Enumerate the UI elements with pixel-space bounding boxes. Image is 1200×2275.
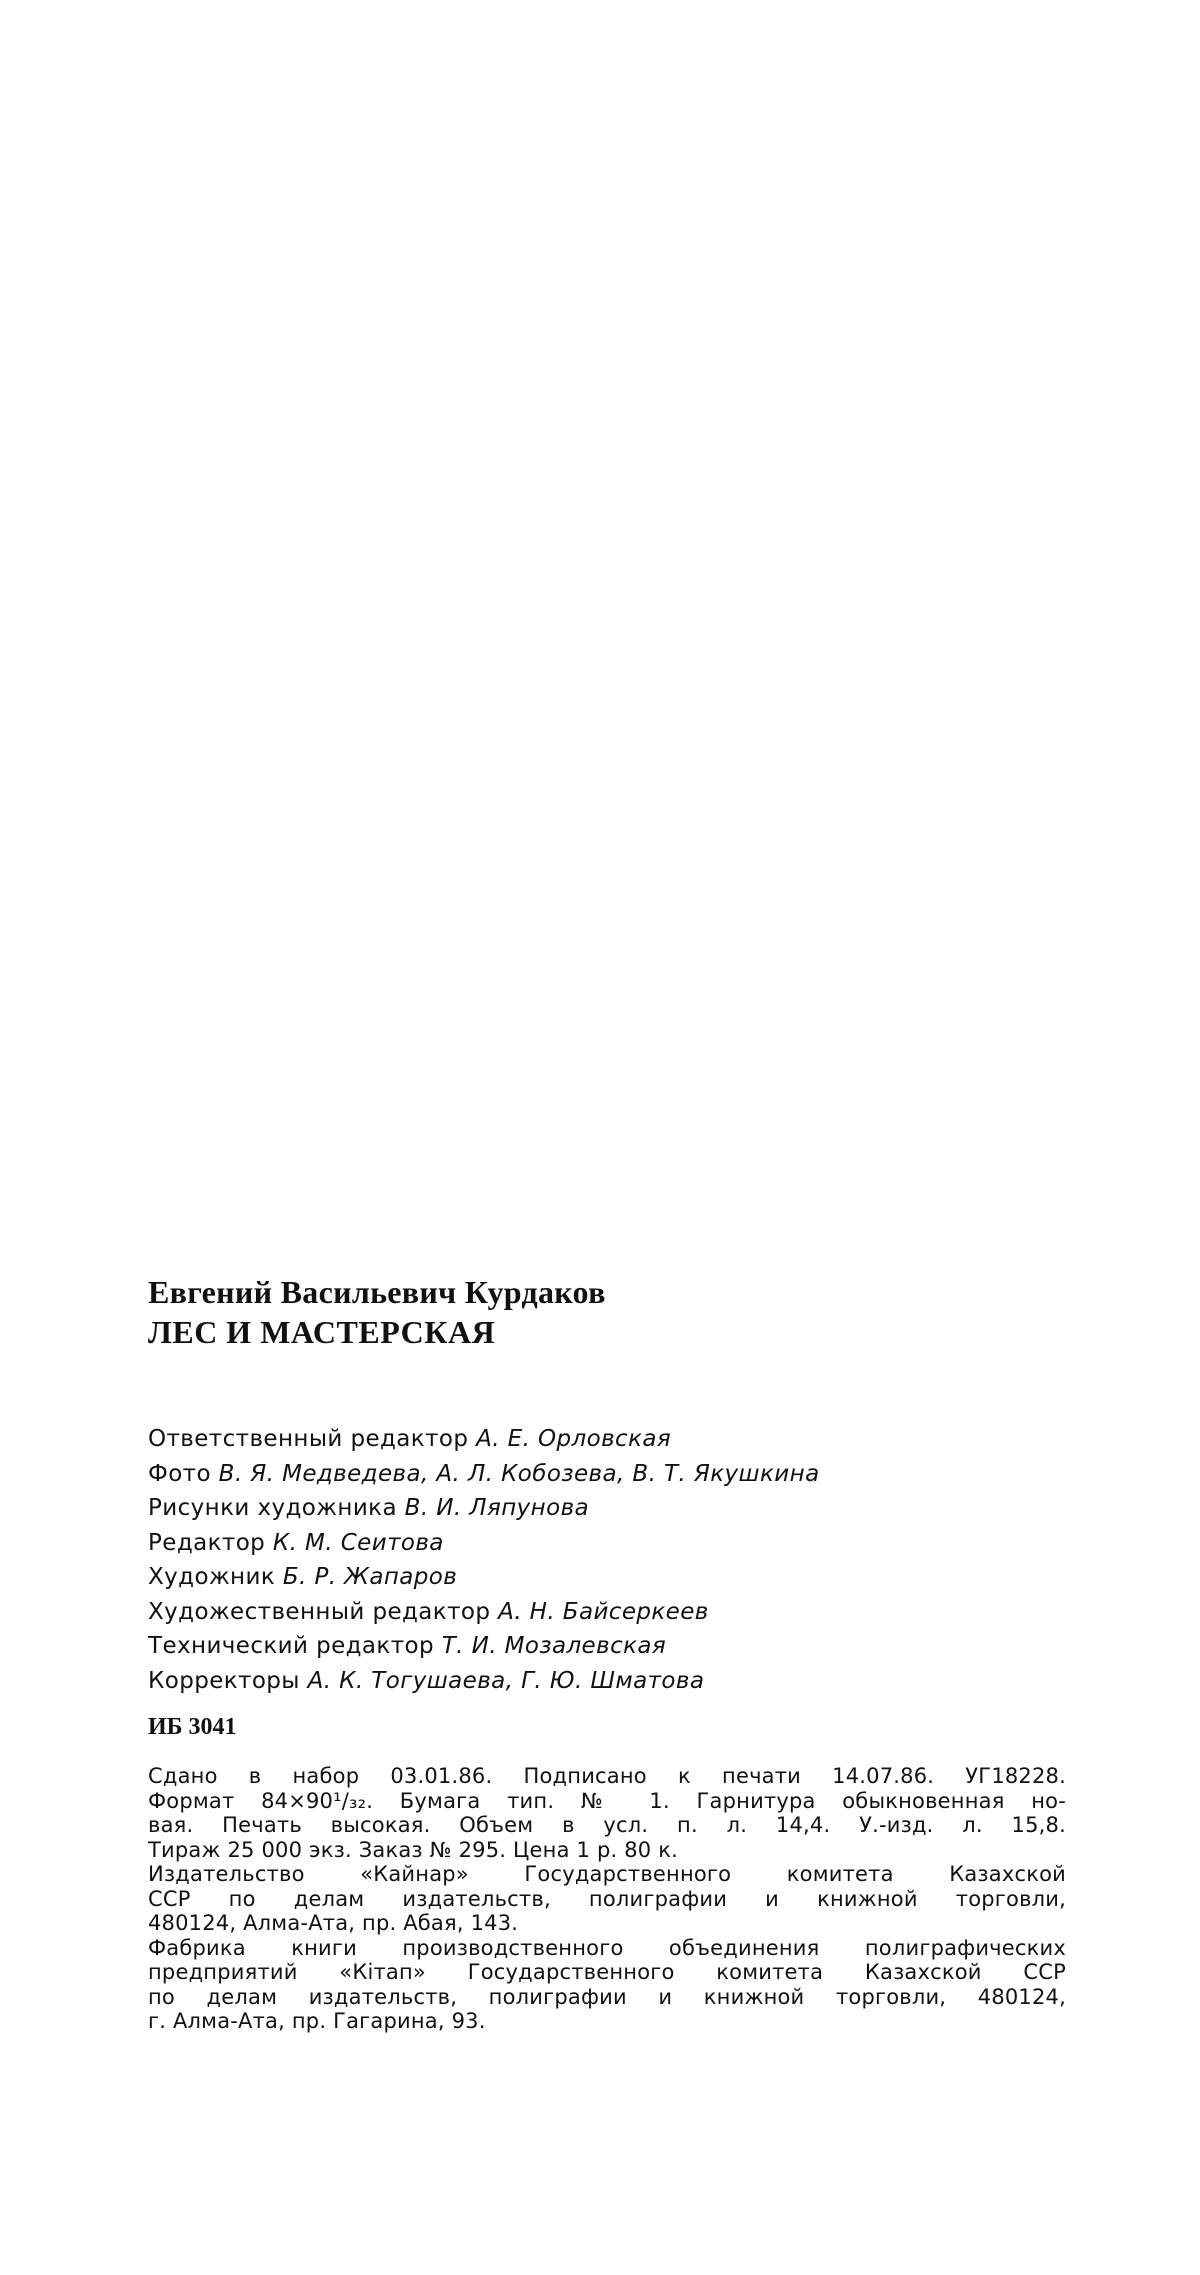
credit-role: Художник [148, 1564, 276, 1590]
credit-role: Ответственный редактор [148, 1426, 469, 1452]
imprint-line: Издательство «Кайнар» Государственного комитета Казахской [148, 1862, 1066, 1886]
credit-role: Художественный редактор [148, 1598, 491, 1625]
imprint-line: Тираж 25 000 экз. Заказ № 295. Цена 1 р. 80 к. [148, 1837, 678, 1862]
credit-name: А. К. Тогушаева, Г. Ю. Шматова [307, 1667, 705, 1694]
imprint-line: 480124, Алма-Ата, пр. Абая, 143. [148, 1911, 519, 1935]
credit-role: Фото [148, 1460, 211, 1487]
credits-list [148, 1422, 1068, 1698]
credit-line [148, 1422, 1068, 1457]
imprint-line: ССР по делам издательств, полиграфии и книжной торговли, [148, 1886, 1066, 1911]
imprint-line: Сдано в набор 03.01.86. Подписано к печати 14.07.86. УГ18228. [148, 1764, 1066, 1788]
credit-name: А. Е. Орловская [476, 1426, 672, 1452]
credit-name: Б. Р. Жапаров [282, 1564, 458, 1590]
credit-name: В. Я. Медведева, А. Л. Кобозева, В. Т. Якушкина [218, 1460, 820, 1487]
imprint-line: Фабрика книги производственного объединения полиграфических [148, 1935, 1066, 1960]
credit-line [148, 1560, 1068, 1595]
imprint-line: по делам издательств, полиграфии и книжной торговли, 480124, [148, 1984, 1066, 2009]
credit-name: К. М. Сеитова [272, 1529, 444, 1556]
credit-name: А. Н. Байсеркеев [498, 1598, 709, 1625]
credit-line [148, 1629, 1068, 1664]
credit-role: Редактор [148, 1529, 266, 1556]
author-name: Евгений Васильевич Курдаков [148, 1274, 606, 1310]
imprint-block [148, 1764, 1066, 2034]
credit-role: Корректоры [148, 1667, 300, 1694]
credit-role: Рисунки художника [148, 1495, 397, 1521]
credit-name: Т. И. Мозалевская [441, 1633, 667, 1659]
credit-line [148, 1491, 1068, 1526]
credit-line [148, 1526, 1068, 1561]
colophon [148, 1272, 1068, 2034]
imprint-line: г. Алма-Ата, пр. Гагарина, 93. [148, 2009, 486, 2033]
credit-name: В. И. Ляпунова [404, 1495, 590, 1521]
book-title: ЛЕС И МАСТЕРСКАЯ [148, 1314, 496, 1350]
credit-line [148, 1664, 1068, 1699]
credit-line [148, 1457, 1068, 1492]
credit-role: Технический редактор [148, 1633, 434, 1659]
imprint-line: предприятий «Кітап» Государственного комитета Казахской ССР [148, 1960, 1066, 1984]
imprint-line: Формат 84×90¹/₃₂. Бумага тип. № 1. Гарнитура обыкновенная но- [148, 1788, 1066, 1813]
imprint-line: вая. Печать высокая. Объем в усл. п. л. 14,4. У.-изд. л. 15,8. [148, 1813, 1066, 1837]
ib-number: ИБ 3041 [148, 1714, 237, 1740]
credit-line [148, 1595, 1068, 1630]
